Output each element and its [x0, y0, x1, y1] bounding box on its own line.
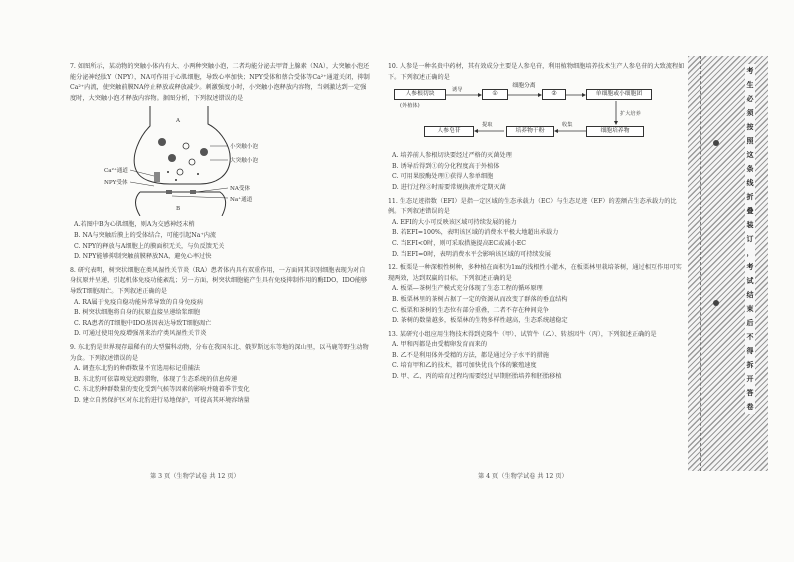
binding-notice-char: 开 — [746, 374, 754, 383]
binding-notice-char: 照 — [746, 136, 754, 145]
question-13 — [388, 330, 688, 383]
question-10-stem: 10. 人参是一种名贵中药材，其有效成分主要是人参皂苷，利用植物细胞培养技术生产人参皂苷的大致流程如下。下列叙述正确的是 — [388, 63, 685, 81]
box-explant: 人参根切块 — [394, 89, 446, 100]
binding-notice-char: 答 — [746, 388, 754, 397]
label-b: B — [176, 206, 181, 213]
question-10 — [388, 62, 688, 194]
question-8-stem: 8. 研究表明，树突状细胞在类风湿性关节炎（RA）患者体内具有双重作用，一方面同其识别细胞表现为对自身抗原并呈递，引起机体免疫功能紊乱；另一方面，树突状细胞能产生具有免疫抑制作用的酶IDO，IDO能够导致T细胞凋亡。下列叙述正确的是 — [70, 266, 368, 295]
binding-notice-char: 按 — [746, 122, 754, 131]
option: A. 甲和丙都是由受精卵发育而来的 — [392, 341, 488, 349]
label-large-vesicle: 大突触小泡 — [230, 158, 258, 165]
box-step-1: ① — [482, 89, 508, 100]
option: B. 东北豹可依靠嗅觉追踪猎物，体现了生态系统的信息传递 — [74, 375, 238, 383]
binding-notice-char: 后 — [746, 318, 754, 327]
option: C. RA患者的T细胞中IDO基因表达导致T细胞凋亡 — [74, 319, 212, 327]
option: D. 当EFI=0时，表明消费水平会影响该区域的可持续发展 — [392, 250, 551, 258]
arrow-induce: 诱导 — [452, 87, 463, 94]
option: B. NA与突触后膜上的受体结合，可能引起Na⁺内流 — [74, 231, 217, 239]
option: C. 可用果胶酶处理①获得人参单细胞 — [392, 173, 494, 181]
option: B. 树突状细胞将自身的抗原直接呈递给浆细胞 — [74, 309, 201, 317]
option: C. 培育甲和乙的技术，都可加快优良个体的繁殖速度 — [392, 362, 537, 370]
question-11-stem: 11. 生态足迹指数（EFI）是指一定区域的生态承载力（EC）与生态足迹（EF）的差额占生态承载力的比例。下列叙述错误的是 — [388, 197, 677, 216]
question-7 — [70, 62, 370, 263]
binding-notice-char: 折 — [746, 192, 754, 201]
arrow-collect: 收集 — [562, 122, 573, 129]
label-small-vesicle: 小突触小泡 — [230, 144, 258, 151]
option: A. RA属于免疫自稳功能异常导致的自身免疫病 — [74, 298, 203, 306]
label-na-channel: Na⁺通道 — [230, 197, 253, 204]
arrow-expand: 扩大培养 — [620, 111, 641, 118]
option: C. 当EFI<0时，则可采取措施提高EC或减小EC — [392, 239, 526, 247]
binding-notice-char: 拆 — [746, 360, 754, 369]
option: C. 板栗和茶树的生态位有部分重叠，二者不存在种间竞争 — [392, 306, 549, 314]
option: A.若图中B为心肌细胞，则A为交感神经末梢 — [74, 221, 195, 229]
option: D. 甲、乙、丙的培育过程均需要经过早期胚胎培养和胚胎移植 — [392, 373, 562, 381]
binding-notice-char: 试 — [746, 276, 754, 285]
binding-notice-char: 条 — [746, 164, 754, 173]
binding-hole-icon — [713, 300, 719, 306]
option: D. 进行过程③时需要常规换液并定期灭菌 — [392, 183, 506, 191]
binding-notice-char: 得 — [746, 346, 754, 355]
option: D. 建立自然保护区对东北豹进行易地保护，可提高其环境容纳量 — [74, 396, 250, 404]
left-column — [70, 62, 370, 409]
option: A. 板栗—茶树生产模式充分体现了生态工程的循环原理 — [392, 285, 543, 293]
binding-notice-char: 必 — [746, 94, 754, 103]
option: C. NPY的释放与A细胞上的膜面积无关，与负反馈无关 — [74, 242, 225, 250]
binding-notice-char: 考 — [746, 262, 754, 271]
binding-notice-char: 订 — [746, 234, 754, 243]
binding-notice-char: 卷 — [746, 402, 754, 411]
binding-notice-char: 这 — [746, 150, 754, 159]
question-13-stem: 13. 某研究小组应用生物技术得到克隆牛（甲）、试管牛（乙）、转基因牛（丙），下列叙述正确的是 — [388, 330, 657, 338]
binding-notice-char: 束 — [746, 304, 754, 313]
question-8 — [70, 266, 370, 340]
question-12-stem: 12. 板栗是一种深根性树种，多种植在面积为1m的浅根性小灌木，在板栗林里栽培茶树，通过相互作用可实现两效，达到双赢的目标。下列叙述正确的是 — [388, 264, 682, 282]
synapse-figure — [104, 106, 270, 216]
right-column — [388, 62, 688, 386]
box-step-2: ② — [542, 89, 566, 100]
arrow-extract: 提取 — [482, 122, 493, 129]
explant-note: (外植体) — [400, 103, 420, 110]
binding-notice-char: 叠 — [746, 206, 754, 215]
culture-flow-chart — [394, 85, 654, 147]
binding-notice-char: 结 — [746, 290, 754, 299]
label-a: A — [176, 118, 181, 125]
page-footer-right: 第 4 页（生物学试卷 共 12 页） — [478, 473, 568, 480]
binding-notice-char: 不 — [746, 332, 754, 341]
binding-notice-char: 装 — [746, 220, 754, 229]
box-culture: 细胞培养物 — [586, 126, 644, 137]
arrow-split: 细胞分离 — [512, 83, 536, 90]
option: D. 可通过使用免疫增强剂来治疗类风湿性关节炎 — [74, 330, 207, 338]
option: B. 诱导后得到①的分化程度高于外植体 — [392, 162, 500, 170]
fold-line — [700, 56, 701, 471]
option: D. NPY能够抑制突触前膜释放NA，避免心率过快 — [74, 253, 212, 261]
option: A. 培养前人参根切块要经过严格的灭菌处理 — [392, 152, 512, 160]
question-12 — [388, 263, 688, 327]
page-footer-left: 第 3 页（生物学试卷 共 12 页） — [150, 473, 240, 480]
option: D. 茶树的数量越多，板栗林的生物多样性越高，生态系统越稳定 — [392, 317, 568, 325]
binding-notice-char: 考 — [746, 66, 754, 75]
option: A. 调查东北豹的种群数量不宜选用标记重捕法 — [74, 365, 200, 373]
question-9-stem: 9. 东北豹是世界现存最稀有的大型猫科动物，分布在我国东北、俄罗斯远东等地的深山里，以马鹿等野生动物为食。下列叙述错误的是 — [70, 343, 369, 362]
question-11 — [388, 197, 688, 261]
option: A. EFI的大小可反映该区域可持续发展的能力 — [392, 218, 517, 226]
binding-notice-char: 须 — [746, 108, 754, 117]
binding-notice-char: 线 — [746, 178, 754, 187]
binding-notice — [745, 64, 755, 414]
box-single-cell: 单细胞或小细胞团 — [586, 89, 652, 100]
binding-notice-char: ， — [746, 248, 754, 257]
label-npy-receptor: NPY受体 — [104, 180, 128, 187]
label-ca-channel: Ca²⁺通道 — [104, 168, 128, 175]
option: B. 板栗林里的茶树占据了一定的资源从而改变了群落的垂直结构 — [392, 295, 568, 303]
box-dry-powder: 培养物干粉 — [506, 126, 554, 137]
box-saponin: 人参皂苷 — [424, 126, 474, 137]
option: B. 乙不是利用体外受精的方法，都是通过分子水平的措施 — [392, 351, 549, 359]
label-na-receptor: NA受体 — [230, 186, 251, 193]
binding-notice-char: 生 — [746, 80, 754, 89]
option: C. 东北豹种群数量的变化受到气候等因素的影响并随着季节变化 — [74, 386, 250, 394]
option: B. 若EFI=100%，表明该区域的消费水平极大地超出承载力 — [392, 229, 559, 237]
binding-hole-icon — [713, 140, 719, 146]
question-7-stem: 7. 如图所示，某动物的突触小体内有大、小两种突触小泡，二者均能分泌去甲肾上腺素（NA），大突触小泡还能分泌神经肽Y（NPY），NA可作用于心肌细胞，导致心率加快；NPY受体和蔡合受体等Ca²⁺通道关闭，抑制Ca²⁺内流，使突触前膜NA停止释放或释放减少。刺激强度小时，小突触小泡释放内容物，当刺激达到一定强度时，大突触小泡才释放内容物。据图分析，下列叙述错误的是 — [70, 63, 370, 102]
question-9 — [70, 343, 370, 407]
